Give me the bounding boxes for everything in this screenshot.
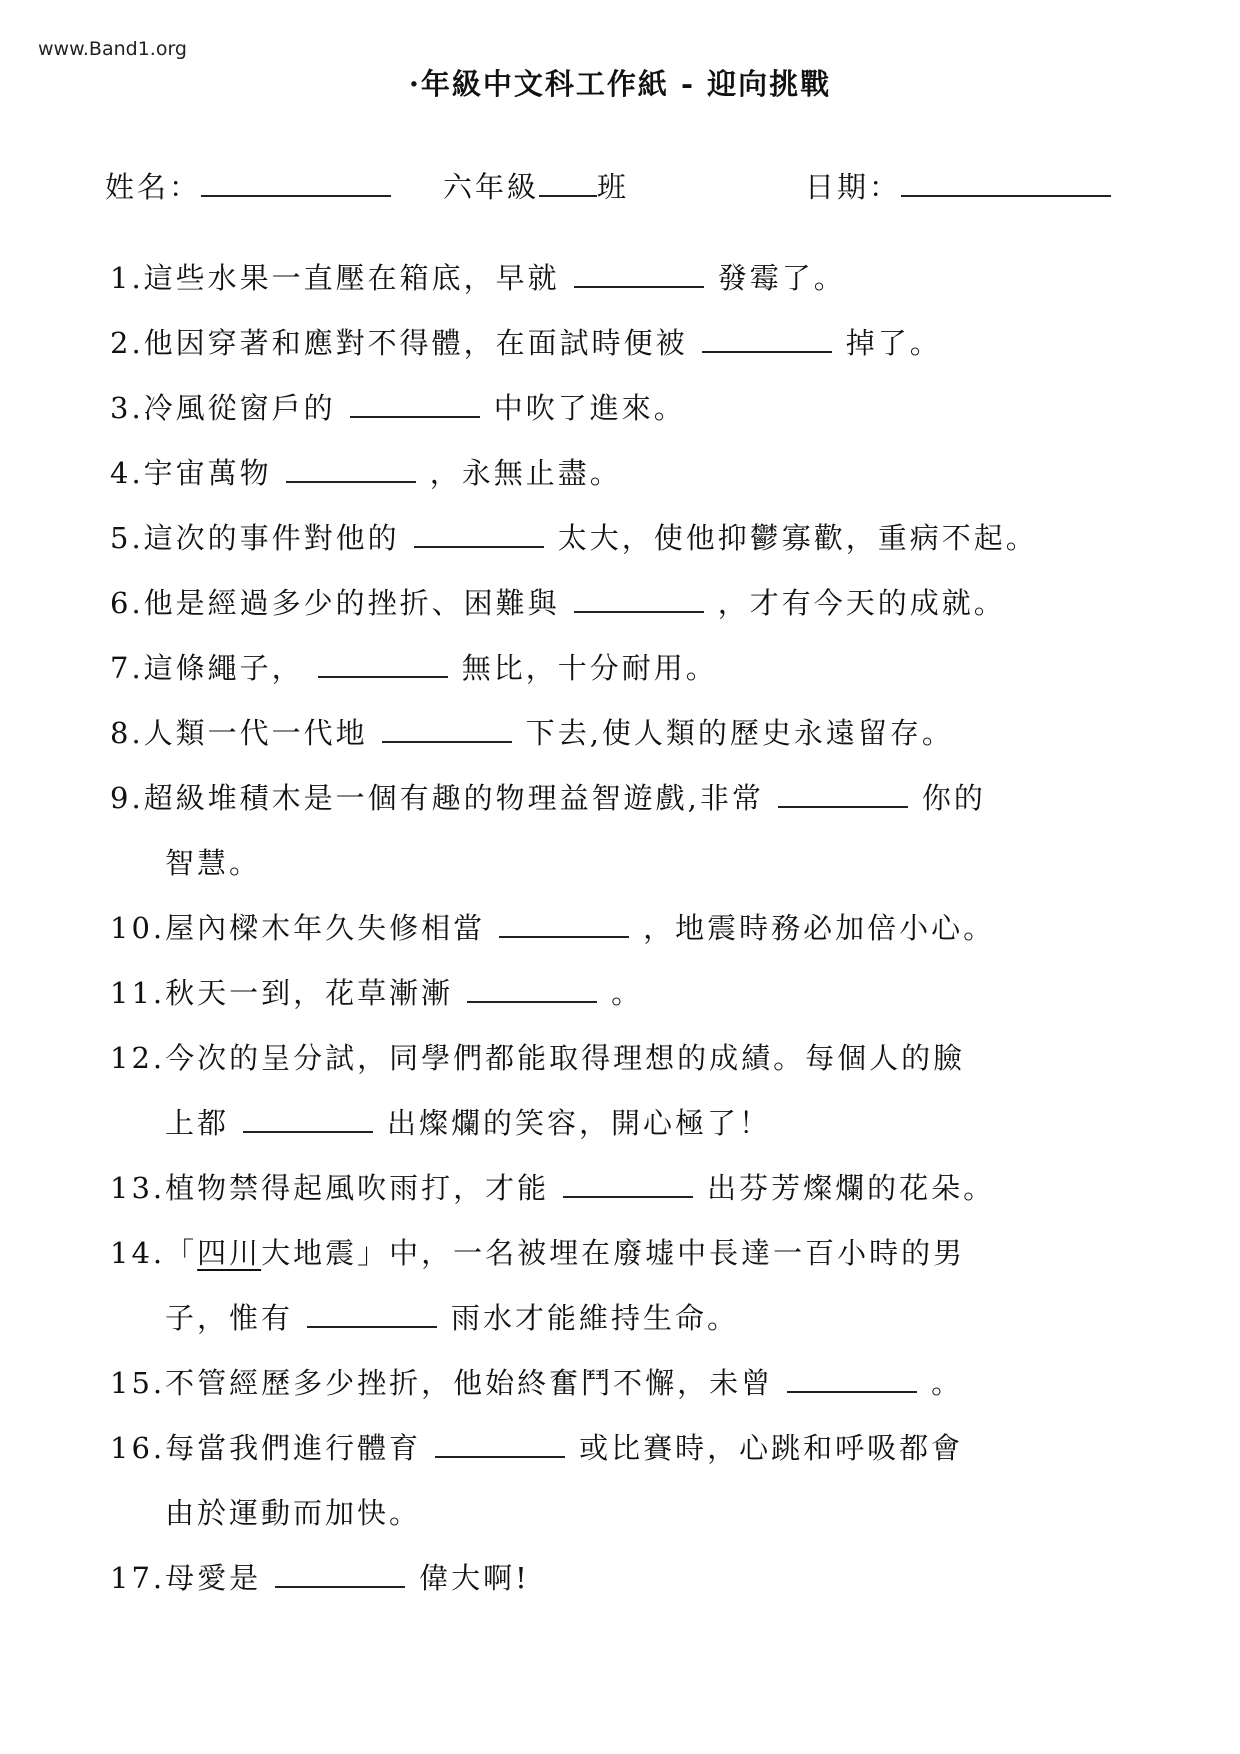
date-field <box>805 165 1111 206</box>
question-text: 人類一代一代地 <box>143 716 368 750</box>
question-item <box>110 973 1120 1038</box>
question-text: 下去,使人類的歷史永遠留存。 <box>525 716 954 750</box>
question-text: 出芬芳燦爛的花朵。 <box>707 1171 996 1205</box>
question-text: 上都 <box>165 1106 230 1140</box>
question-number: 10. <box>110 911 166 945</box>
question-text: ，才有今天的成就。 <box>717 586 1006 620</box>
question-item <box>110 583 1120 648</box>
question-item <box>110 1558 1120 1623</box>
question-text: 你的 <box>921 781 986 815</box>
question-text: 智慧。 <box>165 846 262 880</box>
question-continuation <box>110 1298 1120 1363</box>
answer-blank <box>382 715 512 743</box>
question-item <box>110 258 1120 323</box>
question-text: 植物禁得起風吹雨打，才能 <box>165 1171 550 1205</box>
watermark: www.Band1.org <box>38 38 187 60</box>
question-text: 母愛是 <box>165 1561 262 1595</box>
question-text: 。 <box>931 1366 964 1400</box>
question-item <box>110 908 1120 973</box>
class-label: 班 <box>597 170 630 204</box>
question-item <box>110 1038 1120 1103</box>
question-text: 秋天一到，花草漸漸 <box>165 976 454 1010</box>
question-text: 這些水果一直壓在箱底，早就 <box>143 261 560 295</box>
answer-blank <box>414 520 544 548</box>
answer-blank <box>563 1170 693 1198</box>
answer-blank <box>350 390 480 418</box>
question-text: 不管經歷多少挫折，他始終奮鬥不懈，未曾 <box>165 1366 774 1400</box>
name-blank <box>201 167 391 197</box>
question-text: 屋內樑木年久失修相當 <box>165 911 486 945</box>
question-number: 2. <box>110 326 144 360</box>
question-number: 15. <box>110 1366 166 1400</box>
question-text: ，永無止盡。 <box>429 456 622 490</box>
question-number: 14. <box>110 1236 166 1270</box>
answer-blank <box>435 1430 565 1458</box>
question-item <box>110 388 1120 453</box>
question-text: 冷風從窗戶的 <box>143 391 336 425</box>
question-number: 1. <box>110 261 144 295</box>
question-number: 13. <box>110 1171 166 1205</box>
question-text: 偉大啊! <box>419 1561 530 1595</box>
question-text: 「 <box>165 1236 198 1270</box>
question-item <box>110 453 1120 518</box>
date-blank <box>901 167 1111 197</box>
class-field <box>443 165 629 206</box>
question-text: 掉了。 <box>845 326 942 360</box>
question-text: 。 <box>611 976 644 1010</box>
answer-blank <box>275 1560 405 1588</box>
answer-blank <box>467 975 597 1003</box>
question-text: 他是經過多少的挫折、困難與 <box>143 586 560 620</box>
question-text: 宇宙萬物 <box>143 456 272 490</box>
question-item <box>110 1363 1120 1428</box>
question-text: 他因穿著和應對不得體，在面試時便被 <box>143 326 688 360</box>
question-text: 中吹了進來。 <box>493 391 686 425</box>
question-number: 5. <box>110 521 144 555</box>
question-number: 16. <box>110 1431 166 1465</box>
question-text: 每當我們進行體育 <box>165 1431 422 1465</box>
question-list <box>110 258 1120 1623</box>
question-continuation <box>110 843 1120 908</box>
answer-blank <box>778 780 908 808</box>
answer-blank <box>286 455 416 483</box>
question-text: 超級堆積木是一個有趣的物理益智遊戲,非常 <box>143 781 764 815</box>
answer-blank <box>499 910 629 938</box>
question-continuation <box>110 1493 1120 1558</box>
question-number: 12. <box>110 1041 166 1075</box>
name-field <box>105 165 391 206</box>
question-text: ，地震時務必加倍小心。 <box>643 911 996 945</box>
question-number: 11. <box>110 976 166 1010</box>
question-item <box>110 1168 1120 1233</box>
answer-blank <box>318 650 448 678</box>
question-text: 由於運動而加快。 <box>165 1496 422 1530</box>
answer-blank <box>702 325 832 353</box>
question-number: 6. <box>110 586 144 620</box>
question-number: 17. <box>110 1561 166 1595</box>
question-text: 大地震」中，一名被埋在廢墟中長達一百小時的男 <box>261 1236 966 1270</box>
question-item <box>110 518 1120 583</box>
student-info-row <box>105 165 1115 205</box>
proper-noun-underlined: 四川 <box>197 1236 262 1270</box>
question-item <box>110 1233 1120 1298</box>
question-number: 8. <box>110 716 144 750</box>
question-text: 或比賽時，心跳和呼吸都會 <box>579 1431 964 1465</box>
name-label: 姓名： <box>105 170 202 204</box>
class-blank <box>539 167 597 197</box>
grade-label: 六年級 <box>443 170 540 204</box>
answer-blank <box>307 1300 437 1328</box>
answer-blank <box>574 585 704 613</box>
question-number: 7. <box>110 651 144 685</box>
answer-blank <box>574 260 704 288</box>
question-text: 出燦爛的笑容，開心極了！ <box>387 1106 772 1140</box>
page-title: ·年級中文科工作紙 - 迎向挑戰 <box>408 67 832 101</box>
question-text: 子，惟有 <box>165 1301 294 1335</box>
question-item <box>110 713 1120 778</box>
question-text: 這條繩子， <box>143 651 304 685</box>
question-text: 雨水才能維持生命。 <box>451 1301 740 1335</box>
question-number: 4. <box>110 456 144 490</box>
question-item <box>110 1428 1120 1493</box>
answer-blank <box>787 1365 917 1393</box>
answer-blank <box>243 1105 373 1133</box>
question-item <box>110 778 1120 843</box>
question-item <box>110 323 1120 388</box>
question-text: 這次的事件對他的 <box>143 521 400 555</box>
question-item <box>110 648 1120 713</box>
date-label: 日期： <box>805 170 902 204</box>
question-continuation <box>110 1103 1120 1168</box>
question-text: 發霉了。 <box>717 261 846 295</box>
question-number: 9. <box>110 781 144 815</box>
question-number: 3. <box>110 391 144 425</box>
question-text: 無比，十分耐用。 <box>461 651 718 685</box>
question-text: 太大，使他抑鬱寡歡，重病不起。 <box>557 521 1038 555</box>
question-text: 今次的呈分試，同學們都能取得理想的成績。每個人的臉 <box>165 1041 966 1075</box>
